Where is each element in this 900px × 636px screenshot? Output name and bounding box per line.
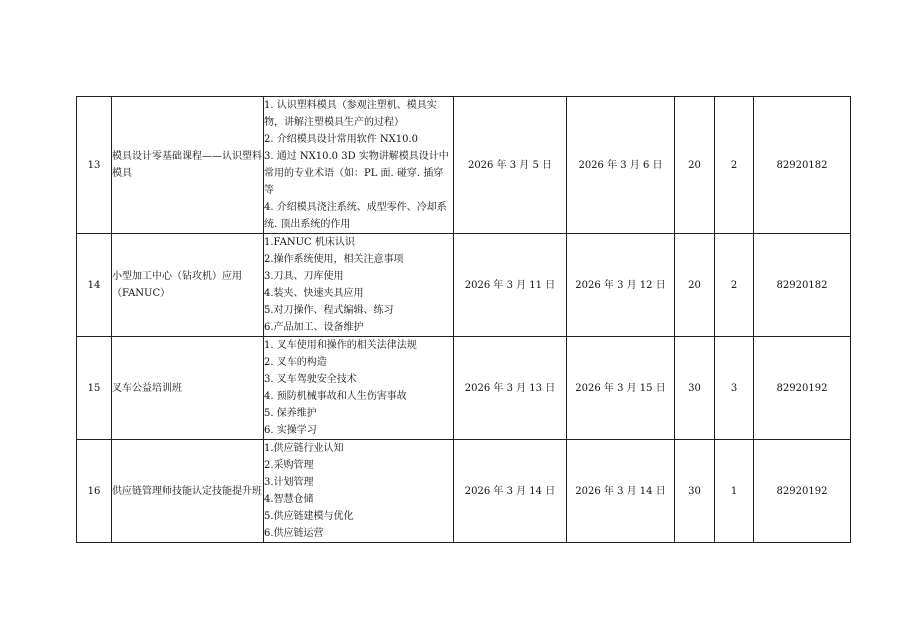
course-content [264, 97, 454, 234]
content-line: 4. 预防机械事故和人生伤害事故 [264, 391, 407, 402]
content-line: 5. 保养维护 [264, 408, 317, 419]
content-line: 3.刀具、刀库使用 [264, 271, 344, 282]
content-line: 4. 介绍模具浇注系统、成型零件、冷却系统. 顶出系统的作用 [264, 202, 447, 230]
content-line: 1.FANUC 机床认识 [264, 237, 355, 248]
course-name: 小型加工中心（钻攻机）应用（FANUC） [112, 234, 264, 337]
start-date: 2026 年 3 月 14 日 [454, 440, 567, 543]
duration-days: 2 [715, 234, 754, 337]
participant-count: 20 [675, 97, 715, 234]
content-line: 2.采购管理 [264, 460, 314, 471]
table-row [77, 440, 851, 543]
start-date: 2026 年 3 月 5 日 [454, 97, 567, 234]
content-line: 3. 通过 NX10.0 3D 实物讲解模具设计中常用的专业术语（如：PL 面. 碰穿. 插穿等 [264, 151, 449, 196]
course-name: 供应链管理师技能认定技能提升班 [112, 440, 264, 543]
course-content [264, 337, 454, 440]
content-line: 5.供应链建模与优化 [264, 511, 354, 522]
table-row [77, 234, 851, 337]
content-line: 4.智慧仓储 [264, 494, 314, 505]
content-line: 2. 介绍模具设计常用软件 NX10.0 [264, 134, 419, 145]
content-line: 1.供应链行业认知 [264, 443, 344, 454]
contact-phone: 82920182 [754, 234, 851, 337]
content-line: 3. 叉车驾驶安全技术 [264, 374, 357, 385]
content-line: 4.装夹、快速夹具应用 [264, 288, 364, 299]
row-number: 15 [77, 337, 112, 440]
content-line: 6.供应链运营 [264, 528, 324, 539]
content-line: 2. 叉车的构造 [264, 357, 327, 368]
end-date: 2026 年 3 月 15 日 [567, 337, 675, 440]
table-row [77, 97, 851, 234]
content-line: 6. 实操学习 [264, 425, 317, 436]
table-row [77, 337, 851, 440]
course-schedule-table [76, 96, 851, 543]
end-date: 2026 年 3 月 12 日 [567, 234, 675, 337]
content-line: 2.操作系统使用，相关注意事项 [264, 254, 404, 265]
participant-count: 30 [675, 440, 715, 543]
course-name: 模具设计零基础课程——认识塑料模具 [112, 97, 264, 234]
participant-count: 20 [675, 234, 715, 337]
row-number: 14 [77, 234, 112, 337]
duration-days: 1 [715, 440, 754, 543]
duration-days: 2 [715, 97, 754, 234]
course-content [264, 234, 454, 337]
content-line: 3.计划管理 [264, 477, 314, 488]
participant-count: 30 [675, 337, 715, 440]
content-line: 1. 叉车使用和操作的相关法律法规 [264, 340, 417, 351]
contact-phone: 82920182 [754, 97, 851, 234]
course-content [264, 440, 454, 543]
content-line: 5.对刀操作、程式编辑、练习 [264, 305, 394, 316]
course-name: 叉车公益培训班 [112, 337, 264, 440]
contact-phone: 82920192 [754, 440, 851, 543]
content-line: 1. 认识塑料模具（参观注塑机、模具实物，讲解注塑模具生产的过程） [264, 100, 437, 128]
start-date: 2026 年 3 月 13 日 [454, 337, 567, 440]
row-number: 13 [77, 97, 112, 234]
content-line: 6.产品加工、设备维护 [264, 322, 364, 333]
end-date: 2026 年 3 月 6 日 [567, 97, 675, 234]
start-date: 2026 年 3 月 11 日 [454, 234, 567, 337]
contact-phone: 82920192 [754, 337, 851, 440]
row-number: 16 [77, 440, 112, 543]
duration-days: 3 [715, 337, 754, 440]
end-date: 2026 年 3 月 14 日 [567, 440, 675, 543]
